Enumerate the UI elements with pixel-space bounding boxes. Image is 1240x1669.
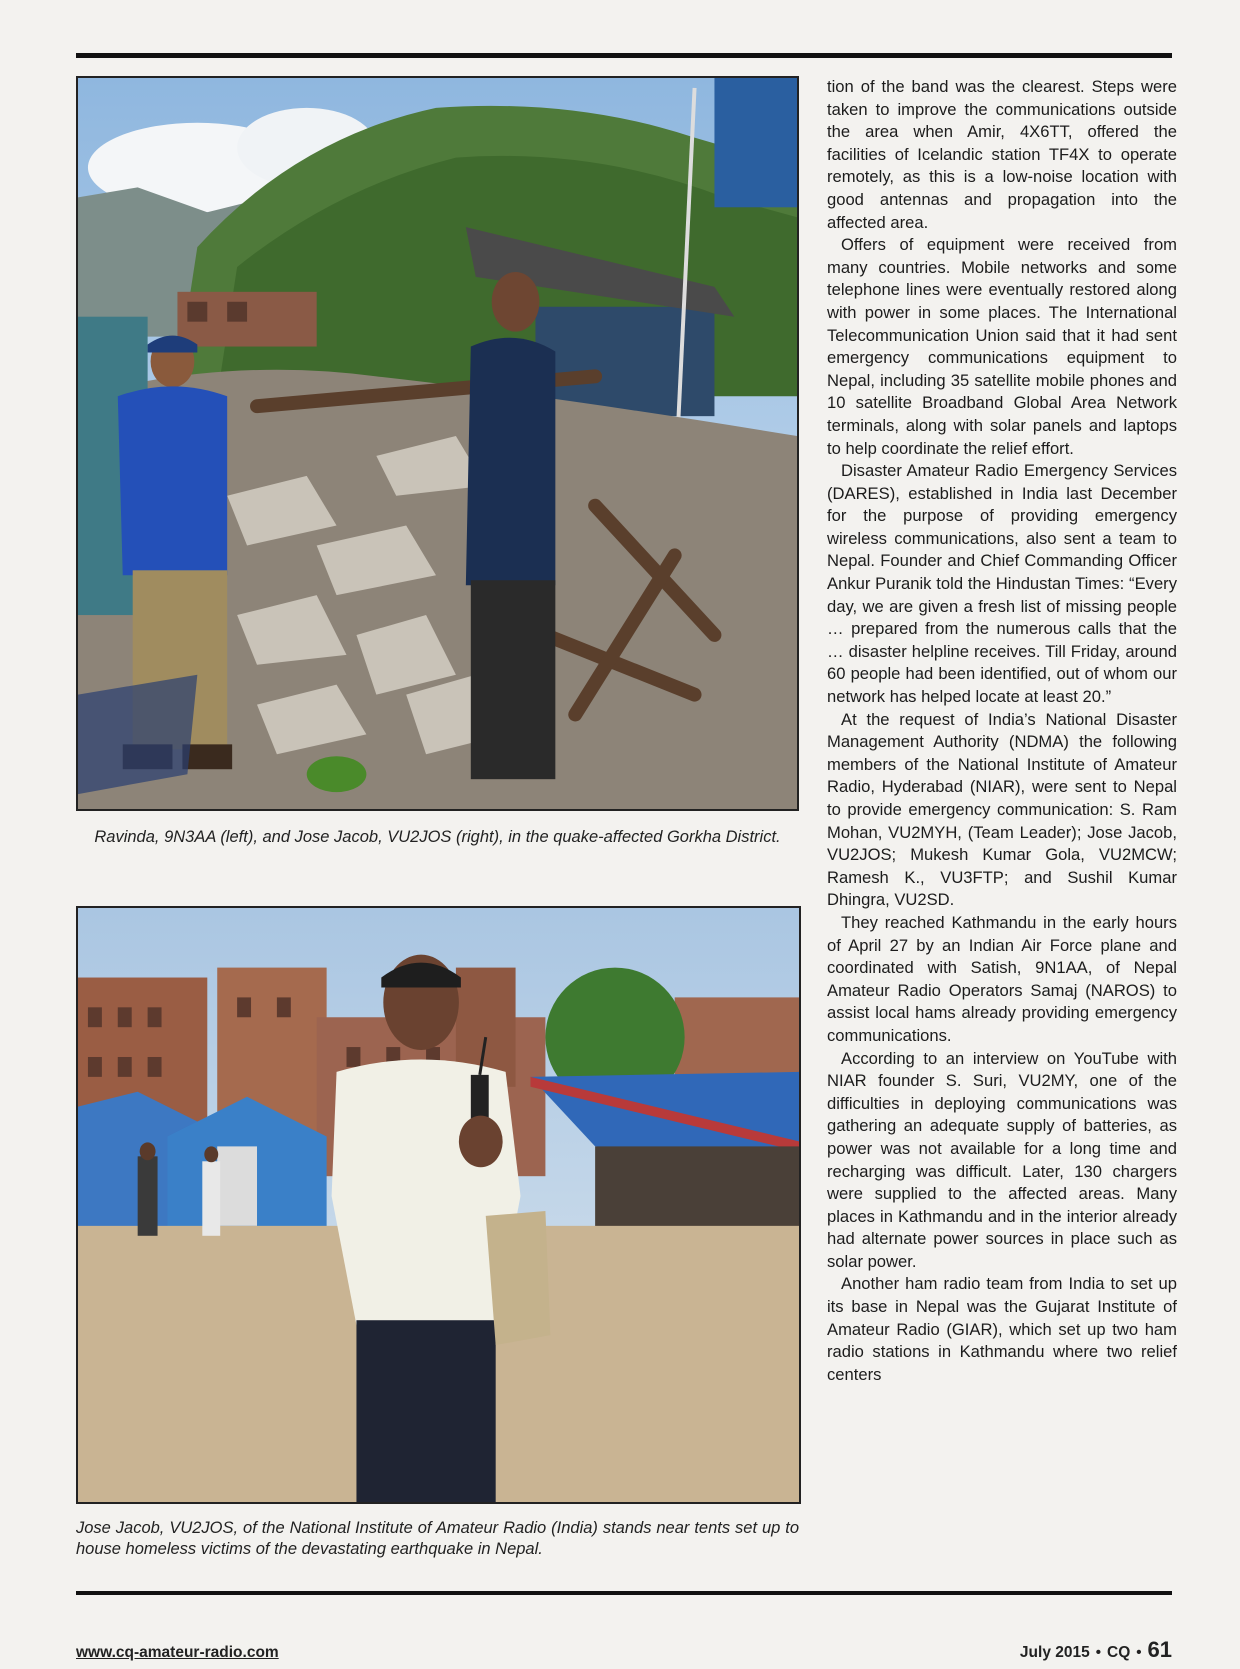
photo-gorkha-rubble bbox=[76, 76, 799, 811]
photo-kathmandu-tents bbox=[76, 906, 801, 1504]
top-rule bbox=[76, 53, 1172, 58]
photo1-caption: Ravinda, 9N3AA (left), and Jose Jacob, VU2JOS (right), in the quake-affected Gorkha District. bbox=[94, 828, 781, 846]
article-paragraph: Offers of equipment were received from many countries. Mobile networks and some telephone lines were eventually restored along with power in some places. The International Telecommunication Union said that it had sent emergency communications equipment to Nepal, including 35 satellite mobile phones and 10 satellite Broadband Global Area Network terminals, along with solar panels and laptops to help coordinate the relief effort. bbox=[827, 235, 1177, 458]
article-paragraph: Disaster Amateur Radio Emergency Services (DARES), established in India last December for the purpose of providing emergency wireless communications, also sent a team to Nepal. Founder and Chief Commanding Officer Ankur Puranik told the Hindustan Times: “Every day, we are given a fresh list of missing people … prepared from the numerous calls that the … disaster helpline receives. Till Friday, around 60 people had been identified, out of whom our network has helped locate at least 20.” bbox=[827, 461, 1177, 707]
bottom-rule bbox=[76, 1591, 1172, 1595]
article-paragraph: They reached Kathmandu in the early hours of April 27 by an Indian Air Force plane and coordinated with Satish, 9N1AA, of Nepal Amateur Radio Operators Samaj (NAROS) to assist local hams already providing emergency communications. bbox=[827, 912, 1177, 1045]
bullet-separator: • bbox=[1095, 1644, 1101, 1661]
page-number: 61 bbox=[1147, 1637, 1172, 1662]
article-paragraph: At the request of India’s National Disaster Management Authority (NDMA) the following members of the National Institute of Amateur Radio, Hyderabad (NIAR), were sent to Nepal to provide emergency communication: S. Ram Mohan, VU2MYH, (Team Leader); Jose Jacob, VU2JOS; Mukesh Kumar Gola, VU2MCW; Ramesh K., VU3FTP; and Sushil Kumar Dhingra, VU2SD. bbox=[827, 709, 1177, 910]
issue-date: July 2015 bbox=[1019, 1644, 1090, 1661]
bullet-separator: • bbox=[1136, 1644, 1142, 1661]
page-footer bbox=[1020, 1637, 1172, 1663]
article-paragraph: According to an interview on YouTube with NIAR founder S. Suri, VU2MY, one of the difficulties in deploying communications was gathering an adequate supply of batteries, as power was not available for a long time and recharging was difficult. Later, 130 chargers were supplied to the affected areas. Many places in Kathmandu and in the interior already had alternate power sources in place such as solar power. bbox=[827, 1048, 1177, 1271]
article-paragraph: tion of the band was the clearest. Steps were taken to improve the communications outside the area when Amir, 4X6TT, offered the facilities of Icelandic station TF4X to operate remotely, as this is a low-noise location with good antennas and propagation into the affected area. bbox=[827, 77, 1177, 232]
photo2-caption: Jose Jacob, VU2JOS, of the National Institute of Amateur Radio (India) stands near tents set up to house homeless victims of the devastating earthquake in Nepal. bbox=[76, 1519, 799, 1558]
article-column bbox=[827, 76, 1177, 1568]
magazine-name: CQ bbox=[1107, 1644, 1131, 1661]
website-link[interactable]: www.cq-amateur-radio.com bbox=[76, 1644, 279, 1661]
article-paragraph: Another ham radio team from India to set up its base in Nepal was the Gujarat Institute of Amateur Radio (GIAR), which set up two ham radio stations in Kathmandu where two relief centers bbox=[827, 1274, 1177, 1384]
